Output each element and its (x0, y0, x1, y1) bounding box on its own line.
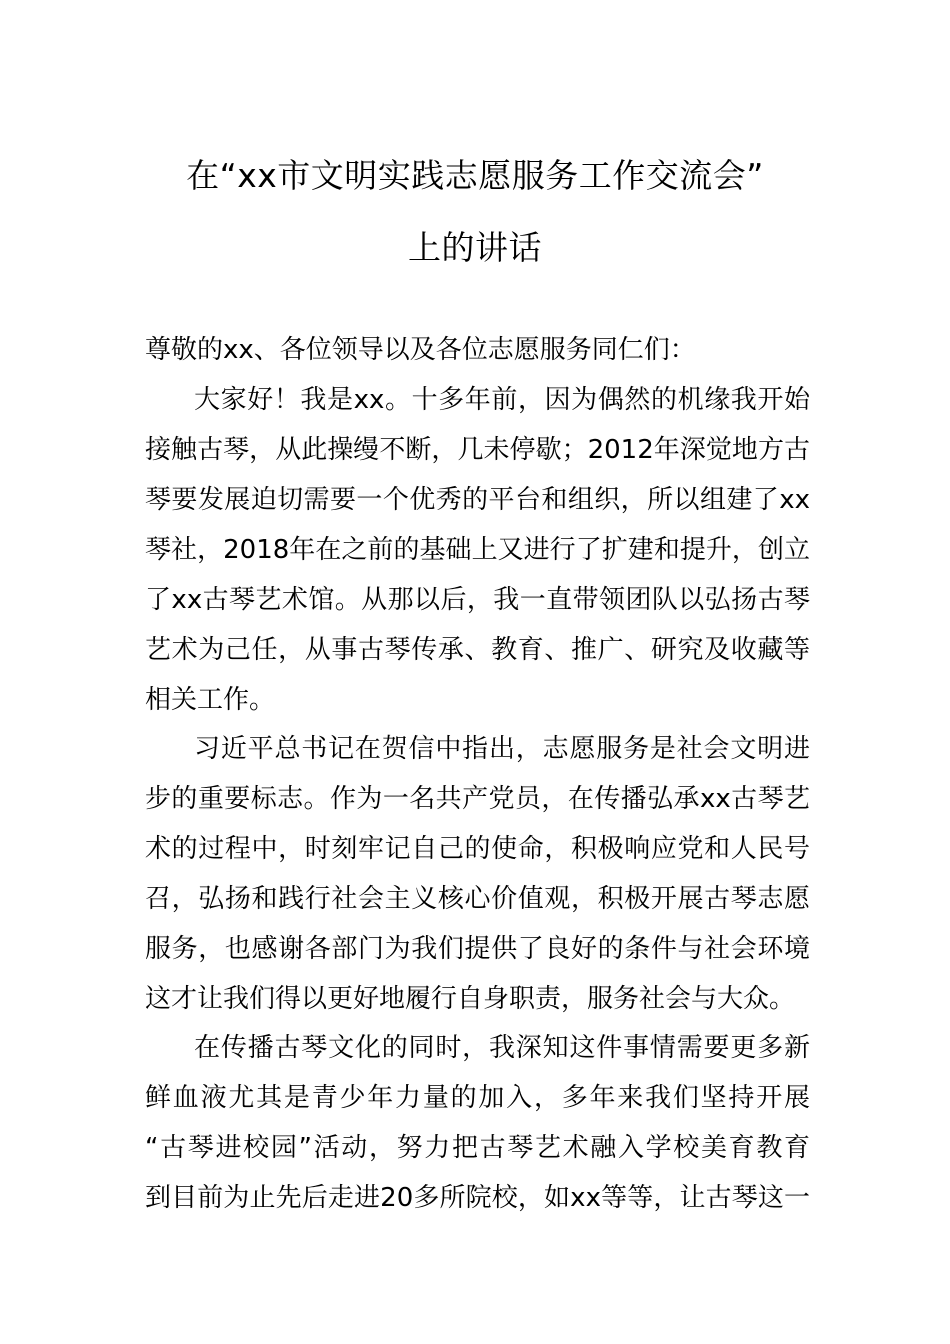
paragraph-1-line-1: 大家好！我是xx。十多年前，因为偶然的机缘我开始 (194, 385, 810, 415)
paragraph-1-line-4: 琴社，2018年在之前的基础上又进行了扩建和提升，创立 (145, 535, 810, 565)
paragraph-1-line-5: 了xx古琴艺术馆。从那以后，我一直带领团队以弘扬古琴 (145, 585, 810, 615)
title-line-1: 在“xx市文明实践志愿服务工作交流会” (186, 156, 764, 195)
paragraph-3-line-3: “古琴进校园”活动，努力把古琴艺术融入学校美育教育 (145, 1133, 810, 1163)
paragraph-2-line-4: 召，弘扬和践行社会主义核心价值观，积极开展古琴志愿 (145, 884, 810, 914)
paragraph-1-line-3: 琴要发展迫切需要一个优秀的平台和组织，所以组建了xx (145, 485, 810, 515)
paragraph-2-line-1: 习近平总书记在贺信中指出，志愿服务是社会文明进 (194, 734, 810, 764)
paragraph-3-line-2: 鲜血液尤其是青少年力量的加入，多年来我们坚持开展 (145, 1083, 810, 1113)
paragraph-1-line-2: 接触古琴，从此操缦不断，几未停歇；2012年深觉地方古 (145, 435, 810, 465)
paragraph-2-line-3: 术的过程中，时刻牢记自己的使命，积极响应党和人民号 (145, 834, 810, 864)
paragraph-2-line-2: 步的重要标志。作为一名共产党员，在传播弘承xx古琴艺 (145, 784, 810, 814)
paragraph-2-line-5: 服务，也感谢各部门为我们提供了良好的条件与社会环境 (145, 934, 810, 964)
salutation: 尊敬的xx、各位领导以及各位志愿服务同仁们： (145, 335, 696, 365)
paragraph-1-line-6: 艺术为己任，从事古琴传承、教育、推广、研究及收藏等 (145, 635, 810, 665)
paragraph-3-line-1: 在传播古琴文化的同时，我深知这件事情需要更多新 (194, 1033, 810, 1063)
paragraph-3-line-4: 到目前为止先后走进20多所院校，如xx等等，让古琴这一 (145, 1183, 810, 1213)
paragraph-2-line-6: 这才让我们得以更好地履行自身职责，服务社会与大众。 (145, 984, 796, 1014)
title-line-2: 上的讲话 (408, 228, 542, 267)
paragraph-1-line-7: 相关工作。 (145, 685, 276, 715)
